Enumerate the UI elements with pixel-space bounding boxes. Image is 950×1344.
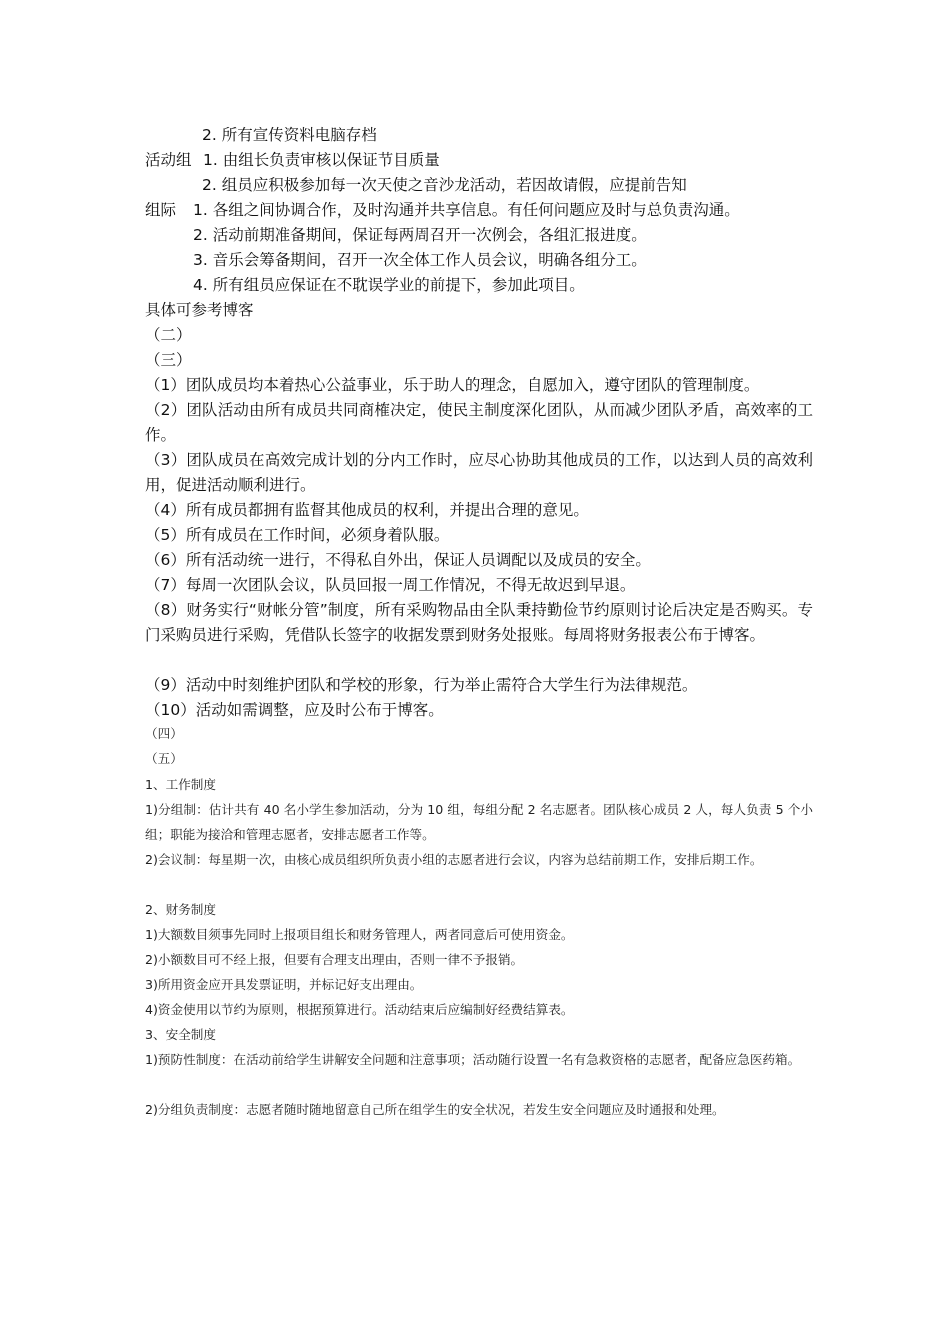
archive-line: 2. 所有宣传资料电脑存档 (202, 126, 377, 144)
section-heading-2: （二） (145, 326, 192, 344)
activity-group-item: 2. 组员应积极参加每一次天使之音沙龙活动，若因故请假，应提前告知 (202, 176, 687, 194)
rule-item: （9）活动中时刻维护团队和学校的形象，行为举止需符合大学生行为法律规范。 (145, 676, 698, 694)
work-system-title: 1、工作制度 (145, 777, 216, 792)
rule-item: （1）团队成员均本着热心公益事业，乐于助人的理念，自愿加入，遵守团队的管理制度。 (145, 376, 760, 394)
activity-group-line-1 (145, 148, 813, 173)
rule-item: （3）团队成员在高效完成计划的分内工作时，应尽心协助其他成员的工作，以达到人员的高效利用，促进活动顺利进行。 (145, 451, 813, 494)
work-system-item: 1)分组制：估计共有 40 名小学生参加活动，分为 10 组，每组分配 2 名志愿者。团队核心成员 2 人，每人负责 5 个小组；职能为接洽和管理志愿者，安排志愿者工作等。 (145, 802, 813, 842)
safety-system-title: 3、安全制度 (145, 1027, 216, 1042)
rule-item: （6）所有活动统一进行，不得私自外出，保证人员调配以及成员的安全。 (145, 551, 651, 569)
finance-system-item: 2)小额数目可不经上报，但要有合理支出理由，否则一律不予报销。 (145, 952, 524, 967)
blog-reference: 具体可参考博客 (145, 301, 254, 319)
section-heading-5: （五） (145, 751, 183, 766)
rule-item: （8）财务实行“财帐分管”制度，所有采购物品由全队秉持勤俭节约原则讨论后决定是否购买。专门采购员进行采购，凭借队长签字的收据发票到财务处报账。每周将财务报表公布于博客。 (145, 601, 813, 644)
rule-item: （7）每周一次团队会议，队员回报一周工作情况，不得无故迟到早退。 (145, 576, 636, 594)
safety-system-item: 1)预防性制度：在活动前给学生讲解安全问题和注意事项；活动随行设置一名有急救资格的志愿者，配备应急医药箱。 (145, 1052, 801, 1067)
finance-system-title: 2、财务制度 (145, 902, 216, 917)
rule-item: （5）所有成员在工作时间，必须身着队服。 (145, 526, 450, 544)
work-system-item: 2)会议制：每星期一次，由核心成员组织所负责小组的志愿者进行会议，内容为总结前期工作，安排后期工作。 (145, 852, 763, 867)
section-heading-3: （三） (145, 351, 192, 369)
finance-system-item: 1)大额数目须事先同时上报项目组长和财务管理人，两者同意后可使用资金。 (145, 927, 574, 942)
activity-group-item: 1. 由组长负责审核以保证节目质量 (203, 151, 440, 169)
finance-system-item: 3)所用资金应开具发票证明，并标记好支出理由。 (145, 977, 423, 992)
rule-item: （2）团队活动由所有成员共同商榷决定，使民主制度深化团队，从而减少团队矛盾，高效率的工作。 (145, 401, 813, 444)
finance-system-item: 4)资金使用以节约为原则，根据预算进行。活动结束后应编制好经费结算表。 (145, 1002, 574, 1017)
inter-group-line-1 (145, 198, 813, 223)
inter-group-item: 3. 音乐会筹备期间，召开一次全体工作人员会议，明确各组分工。 (193, 251, 647, 269)
rule-item: （4）所有成员都拥有监督其他成员的权利，并提出合理的意见。 (145, 501, 589, 519)
section-heading-4: （四） (145, 726, 183, 741)
inter-group-label: 组际 (145, 201, 177, 219)
inter-group-item: 4. 所有组员应保证在不耽误学业的前提下，参加此项目。 (193, 276, 585, 294)
activity-group-label: 活动组 (145, 151, 192, 169)
inter-group-item: 1. 各组之间协调合作，及时沟通并共享信息。有任何问题应及时与总负责沟通。 (193, 201, 740, 219)
inter-group-item: 2. 活动前期准备期间，保证每两周召开一次例会，各组汇报进度。 (193, 226, 647, 244)
safety-system-item: 2)分组负责制度：志愿者随时随地留意自己所在组学生的安全状况，若发生安全问题应及时通报和处理。 (145, 1102, 725, 1117)
rule-item: （10）活动如需调整，应及时公布于博客。 (145, 701, 444, 719)
